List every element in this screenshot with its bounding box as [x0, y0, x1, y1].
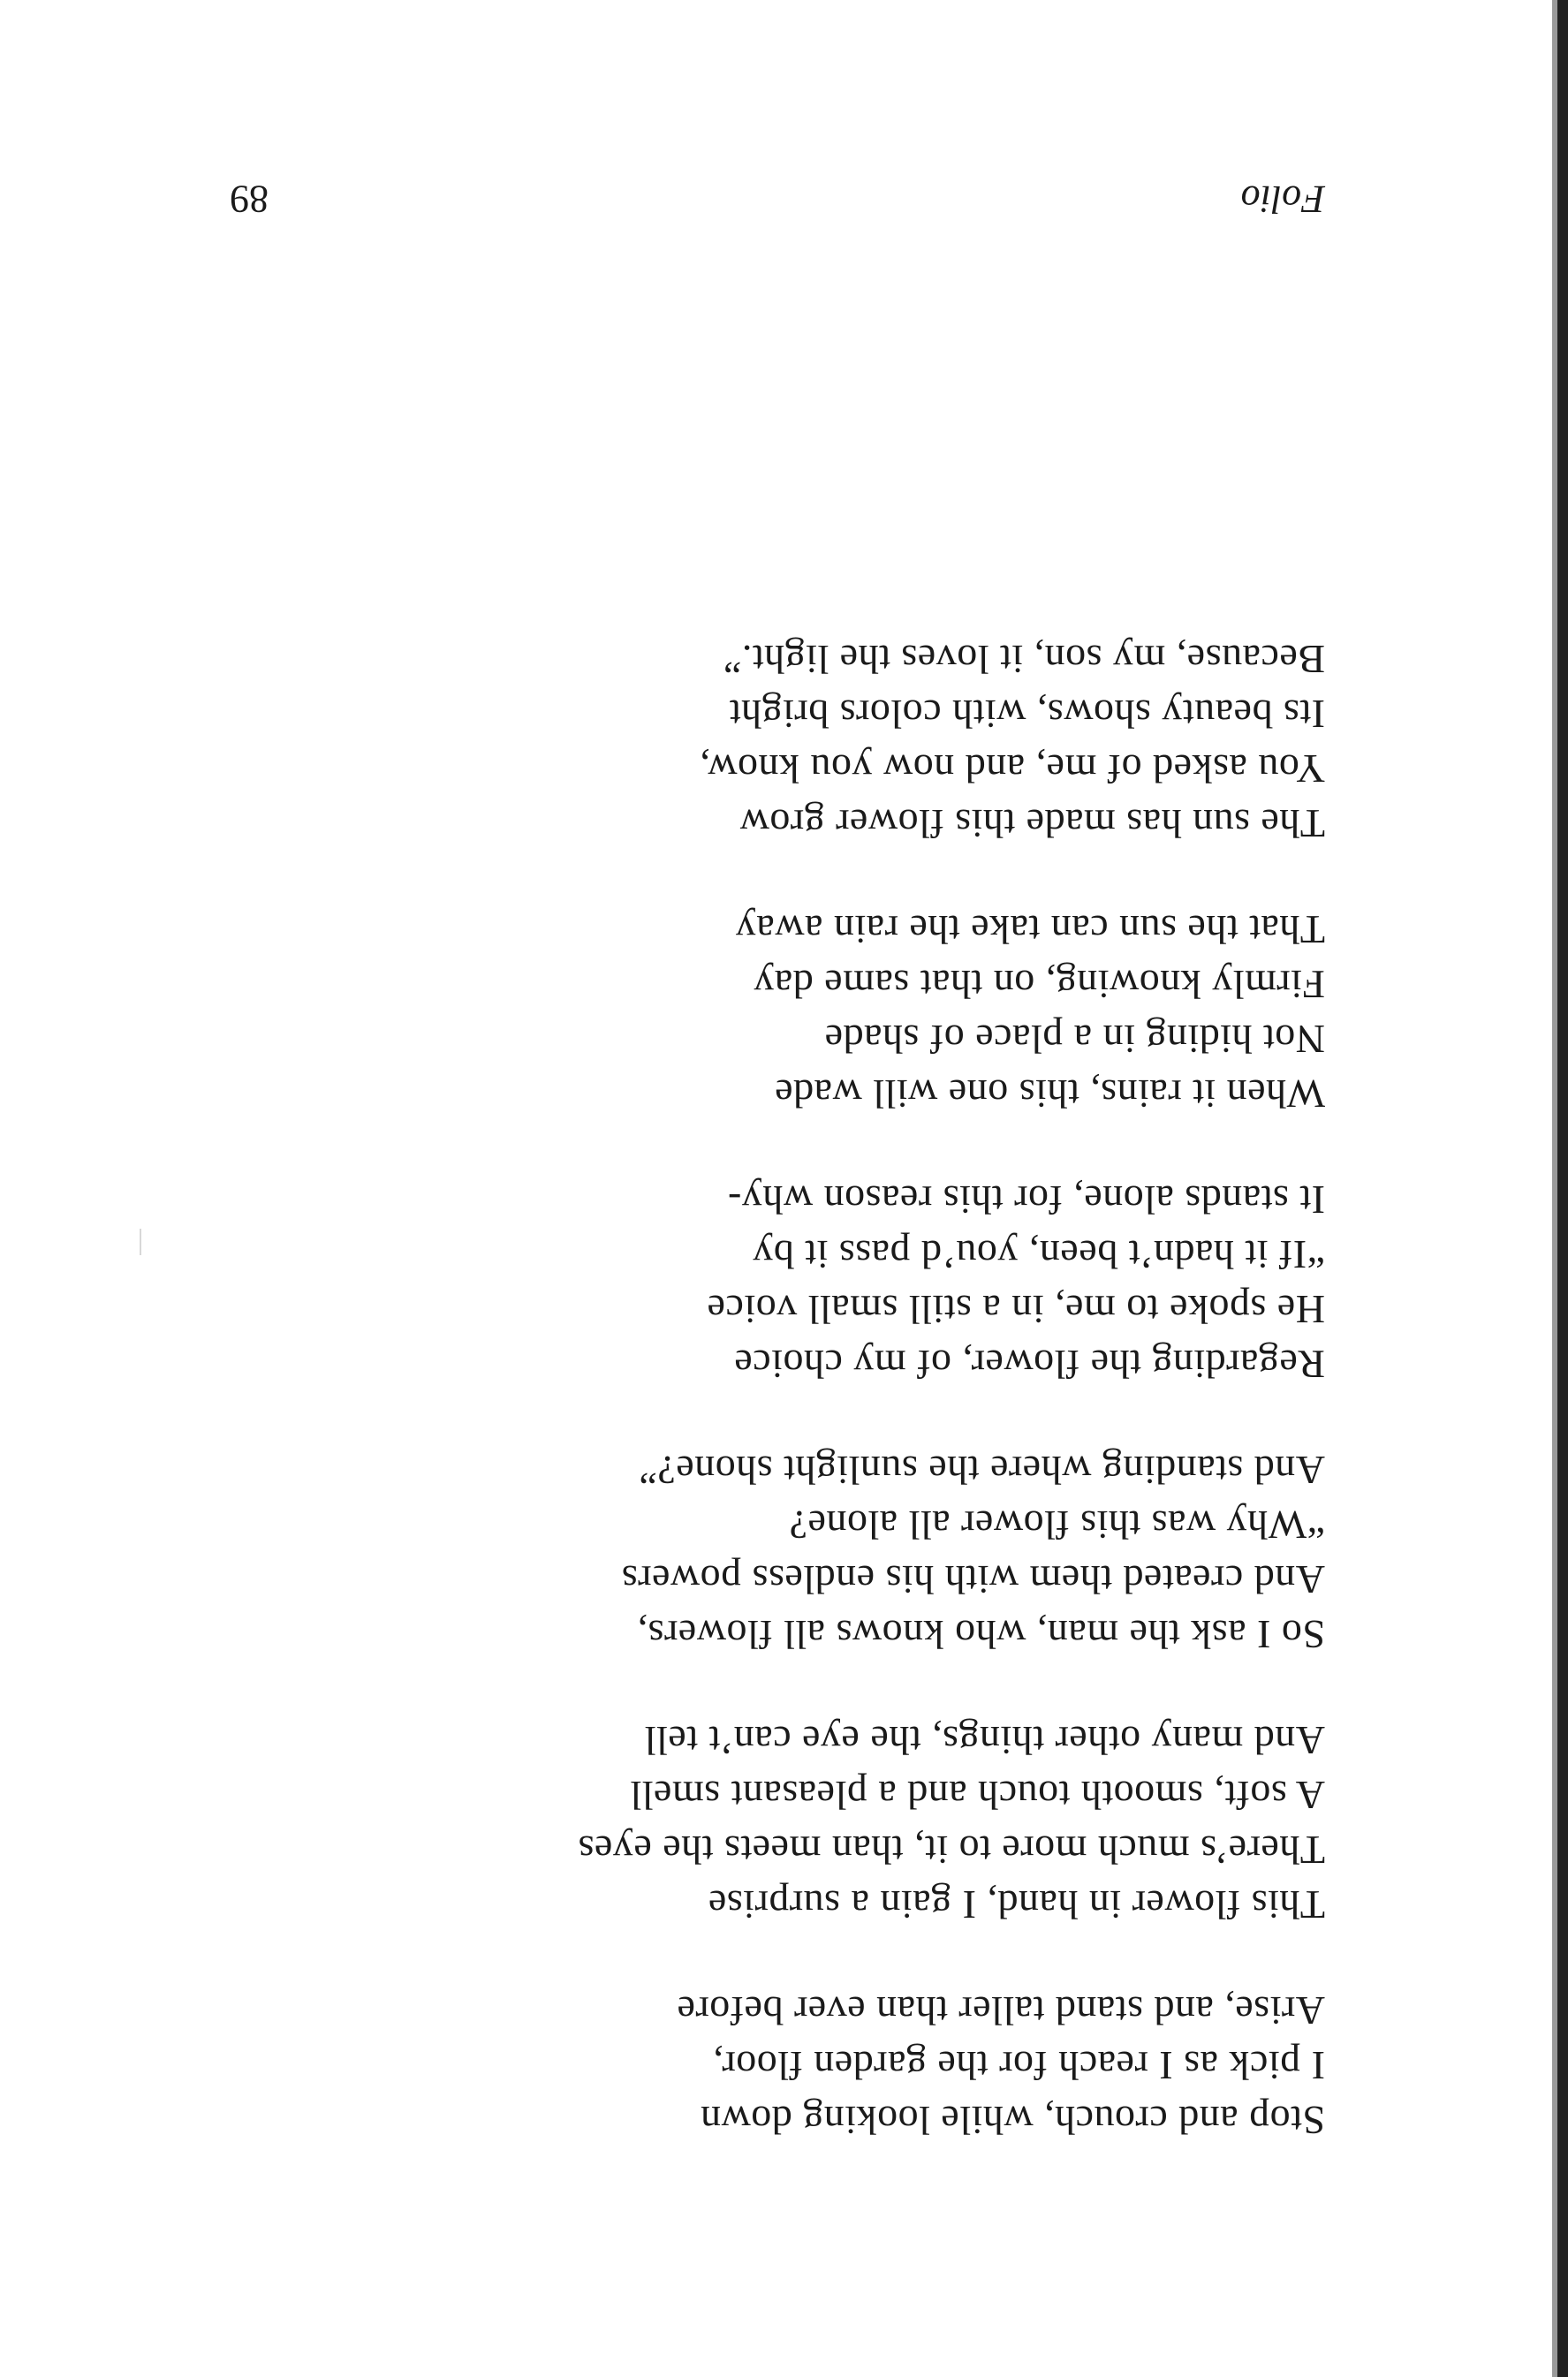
- page-number: 89: [230, 178, 269, 221]
- poem-line: When it rains, this one will wade: [774, 1071, 1325, 1117]
- stanza-1: [177, 1983, 1325, 2147]
- poem-line: He spoke to me, in a still small voice: [707, 1287, 1325, 1332]
- scan-speck: [140, 1229, 141, 1255]
- poem-line: Regarding the flower, of my choice: [733, 1342, 1325, 1387]
- stanza-6: [177, 632, 1325, 851]
- poem-line: It stands alone, for this reason why-: [727, 1177, 1325, 1223]
- folio-label: Folio: [1240, 178, 1325, 221]
- stanza-5: [177, 902, 1325, 1121]
- poem-line: I pick as I reach for the garden floor,: [712, 2043, 1325, 2088]
- poem-line: And standing where the sunlight shone?”: [638, 1448, 1325, 1493]
- poem-line: Its beauty shows, with colors bright: [729, 692, 1325, 737]
- stanza-4: [177, 1172, 1325, 1391]
- poem-line: There’s much more to it, than meets the eyes: [578, 1828, 1325, 1873]
- poem-line: Because, my son, it loves the light.”: [723, 637, 1325, 682]
- poem-line: The sun has made this flower grow: [739, 801, 1325, 846]
- poem-line: “If it hadn’t been, you’d pass it by: [752, 1232, 1325, 1277]
- poem-line: Arise, and stand taller than ever before: [677, 1988, 1325, 2033]
- poem-line: “Why was this flower all alone?: [789, 1503, 1325, 1548]
- scan-edge-highlight: [1552, 0, 1557, 2377]
- poem-line: So I ask the man, who knows all flowers,: [637, 1612, 1325, 1657]
- poem-line: That the sun can take the rain away: [735, 907, 1325, 952]
- poem-line: And created them with his endless powers: [621, 1557, 1325, 1602]
- poem-line: Stop and crouch, while looking down: [700, 2098, 1325, 2143]
- stanza-2: [177, 1713, 1325, 1932]
- poem-line: You asked of me, and now you know,: [699, 746, 1325, 791]
- running-header: [230, 169, 1325, 222]
- poem-body: [177, 580, 1325, 2147]
- stanza-3: [177, 1442, 1325, 1662]
- scan-edge-shadow: [1557, 0, 1568, 2377]
- poem-line: A soft, smooth touch and a pleasant smell: [629, 1773, 1325, 1818]
- poem-line: Not hiding in a place of shade: [824, 1017, 1325, 1062]
- poem-line: Firmly knowing, on that same day: [753, 962, 1325, 1007]
- poem-line: This flower in hand, I gain a surprise: [708, 1882, 1325, 1927]
- poem-line: And many other things, the eye can’t tell: [644, 1718, 1325, 1763]
